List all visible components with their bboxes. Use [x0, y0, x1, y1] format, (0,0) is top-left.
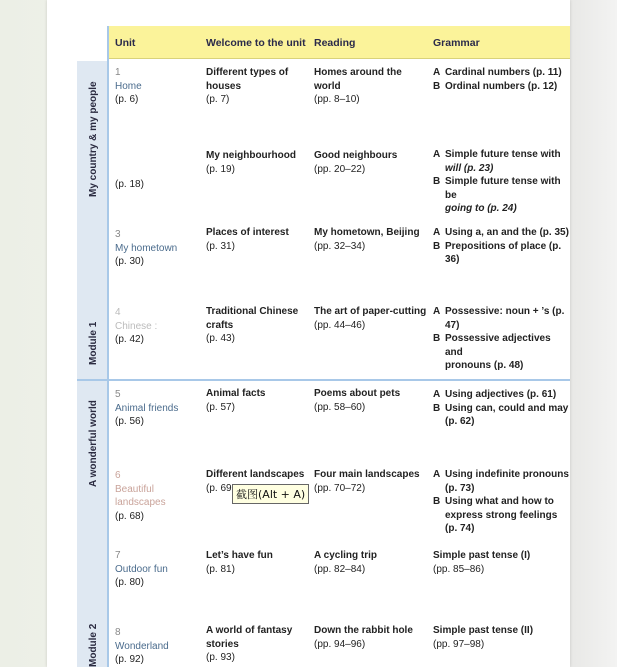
- table-header: [109, 26, 570, 59]
- grammar-item: (p. 73): [445, 482, 475, 494]
- unit-title[interactable]: Wonderland: [115, 640, 169, 652]
- grammar-item: Using can, could and may: [445, 402, 569, 414]
- grammar-item: Possessive adjectives and: [445, 333, 551, 358]
- reading-page: (pp. 44–46): [314, 319, 366, 331]
- unit-5-welcome: [206, 387, 265, 414]
- unit-title[interactable]: Chinese :: [115, 320, 158, 332]
- unit-page: (p. 56): [115, 416, 144, 427]
- reading-page: (pp. 32–34): [314, 240, 366, 252]
- grammar-item: Ordinal numbers (p. 12): [445, 80, 558, 92]
- unit-title[interactable]: Beautiful: [115, 483, 154, 495]
- grammar-page: (pp. 97–98): [433, 638, 485, 650]
- unit-title[interactable]: Animal friends: [115, 402, 179, 414]
- unit-number: 7: [115, 550, 121, 561]
- reading-page: (pp. 58–60): [314, 401, 366, 413]
- reading-line: Good neighbours: [314, 150, 398, 161]
- grammar-letter: [433, 482, 445, 496]
- grammar-item: Simple future tense with be: [445, 176, 561, 201]
- welcome-line: houses: [206, 80, 242, 92]
- unit-number: 1: [115, 67, 121, 78]
- grammar-item: going to (p. 24): [445, 203, 517, 214]
- unit-1-reading: [314, 66, 402, 107]
- unit-5-reading: [314, 387, 400, 414]
- reading-line: The art of paper-cutting: [314, 306, 427, 317]
- unit-4-cell: [115, 306, 157, 347]
- grammar-item: express strong feelings: [445, 509, 558, 521]
- unit-6-reading: [314, 468, 420, 495]
- reading-line: Down the rabbit hole: [314, 625, 413, 636]
- grammar-item: will (p. 23): [445, 162, 494, 174]
- unit-8-reading: [314, 624, 413, 651]
- unit-page: (p. 92): [115, 654, 144, 665]
- welcome-page: (p. 93): [206, 652, 235, 663]
- welcome-line: Let’s have fun: [206, 550, 273, 561]
- module-2-label: Module 2: [88, 623, 99, 667]
- unit-8-cell: [115, 626, 169, 667]
- grammar-letter: B: [433, 240, 441, 252]
- grammar-letter: B: [433, 80, 441, 92]
- grammar-item: Cardinal numbers (p. 11): [445, 67, 562, 78]
- grammar-item: Simple past tense (II): [433, 625, 534, 636]
- header-grammar: Grammar: [433, 37, 480, 49]
- unit-7-welcome: [206, 549, 273, 576]
- module-1-label: Module 1: [88, 321, 99, 365]
- welcome-line: Different landscapes: [206, 469, 305, 480]
- reading-line: My hometown, Beijing: [314, 227, 420, 238]
- grammar-letter: [433, 509, 445, 523]
- unit-7-cell: [115, 549, 168, 590]
- reading-line: A cycling trip: [314, 550, 377, 561]
- unit-page: (p. 18): [115, 179, 144, 190]
- welcome-line: Places of interest: [206, 227, 289, 238]
- grammar-item: (p. 62): [445, 416, 475, 427]
- grammar-item: Possessive: noun + ’s (p. 47): [445, 306, 565, 331]
- grammar-letter: [433, 522, 445, 536]
- grammar-letter: A: [433, 306, 441, 317]
- unit-1-welcome: [206, 66, 288, 107]
- welcome-line: Traditional Chinese: [206, 306, 299, 317]
- grammar-item: Prepositions of place (p. 36): [445, 240, 562, 265]
- grammar-letter: B: [433, 496, 441, 507]
- grammar-letter: A: [433, 67, 441, 78]
- unit-3-reading: [314, 226, 420, 253]
- welcome-line: crafts: [206, 319, 234, 331]
- grammar-item: Simple past tense (I): [433, 550, 531, 561]
- unit-3-welcome: [206, 226, 289, 253]
- unit-title[interactable]: landscapes: [115, 497, 166, 508]
- reading-page: (pp. 20–22): [314, 163, 366, 175]
- reading-page: (pp. 82–84): [314, 563, 366, 575]
- grammar-item: Using indefinite pronouns: [445, 469, 569, 480]
- reading-line: Four main landscapes: [314, 469, 420, 480]
- unit-5-grammar: [433, 388, 568, 429]
- page-edge-shadow: [570, 0, 617, 667]
- unit-6-cell: [115, 469, 166, 523]
- reading-line: Homes around the: [314, 67, 402, 78]
- welcome-line: A world of fantasy: [206, 625, 293, 636]
- welcome-page: (p. 69: [206, 482, 232, 494]
- unit-2-welcome: [206, 149, 296, 176]
- grammar-page: (pp. 85–86): [433, 563, 485, 575]
- grammar-letter: [433, 415, 445, 429]
- grammar-item: (p. 74): [445, 523, 475, 534]
- unit-7-grammar: [433, 549, 530, 576]
- unit-number: 6: [115, 470, 121, 481]
- grammar-item: Using what and how to: [445, 496, 554, 507]
- screenshot-tooltip: 截图(Alt + A): [232, 484, 309, 504]
- unit-number: 3: [115, 229, 121, 240]
- unit-3-cell: [115, 228, 177, 269]
- unit-1-cell: [115, 66, 142, 107]
- welcome-page: (p. 81): [206, 563, 235, 575]
- unit-4-welcome: [206, 305, 298, 346]
- reading-page: (pp. 8–10): [314, 94, 360, 105]
- unit-8-welcome: [206, 624, 292, 665]
- welcome-page: (p. 7): [206, 94, 230, 105]
- grammar-letter: A: [433, 389, 441, 400]
- grammar-item: Using adjectives (p. 61): [445, 389, 557, 400]
- unit-7-reading: [314, 549, 377, 576]
- header-welcome: Welcome to the unit: [206, 37, 306, 49]
- welcome-line: Different types of: [206, 67, 289, 78]
- grammar-letter: A: [433, 469, 441, 480]
- grammar-letter: [433, 359, 445, 373]
- unit-4-grammar: [433, 305, 570, 373]
- grammar-item: Using a, an and the (p. 35): [445, 227, 569, 238]
- reading-page: (pp. 70–72): [314, 482, 366, 494]
- reading-line: Poems about pets: [314, 388, 401, 399]
- header-reading: Reading: [314, 37, 356, 49]
- unit-8-grammar: [433, 624, 533, 651]
- unit-number: 5: [115, 389, 121, 400]
- grammar-letter: B: [433, 333, 441, 344]
- grammar-item: pronouns (p. 48): [445, 360, 524, 371]
- unit-5-cell: [115, 388, 178, 429]
- reading-line: world: [314, 80, 341, 92]
- grammar-letter: A: [433, 227, 441, 238]
- unit-6-grammar: [433, 468, 569, 536]
- unit-number: 8: [115, 627, 121, 638]
- welcome-page: (p. 43): [206, 333, 235, 344]
- welcome-page: (p. 19): [206, 163, 235, 175]
- unit-3-grammar: [433, 226, 570, 267]
- header-unit: Unit: [115, 37, 136, 49]
- grammar-letter: B: [433, 402, 441, 414]
- unit-page: (p. 68): [115, 510, 144, 522]
- module-divider: [77, 379, 570, 381]
- unit-page: (p. 30): [115, 256, 144, 267]
- unit-page: (p. 6): [115, 94, 139, 105]
- unit-number: 4: [115, 307, 121, 318]
- unit-1-grammar: [433, 66, 562, 93]
- document-page: [47, 0, 570, 667]
- welcome-line: My neighbourhood: [206, 150, 296, 161]
- grammar-letter: [433, 162, 445, 176]
- section-label-wonderful-world: A wonderful world: [88, 400, 99, 487]
- reading-page: (pp. 94–96): [314, 638, 366, 650]
- unit-2-reading: [314, 149, 397, 176]
- unit-2-cell: [115, 178, 144, 192]
- unit-2-grammar: [433, 148, 570, 216]
- unit-4-reading: [314, 305, 426, 332]
- unit-title[interactable]: Home: [115, 80, 142, 92]
- section-label-my-country: My country & my people: [88, 81, 99, 197]
- grammar-item: Simple future tense with: [445, 149, 561, 160]
- unit-title[interactable]: My hometown: [115, 242, 178, 254]
- unit-page: (p. 42): [115, 334, 144, 345]
- unit-page: (p. 80): [115, 577, 144, 588]
- grammar-letter: [433, 202, 445, 216]
- grammar-letter: B: [433, 176, 441, 187]
- welcome-page: (p. 31): [206, 240, 235, 252]
- unit-title[interactable]: Outdoor fun: [115, 563, 168, 575]
- grammar-letter: A: [433, 149, 441, 160]
- welcome-line: Animal facts: [206, 388, 266, 399]
- welcome-page: (p. 57): [206, 401, 235, 413]
- column-divider: [107, 26, 109, 667]
- welcome-line: stories: [206, 638, 239, 650]
